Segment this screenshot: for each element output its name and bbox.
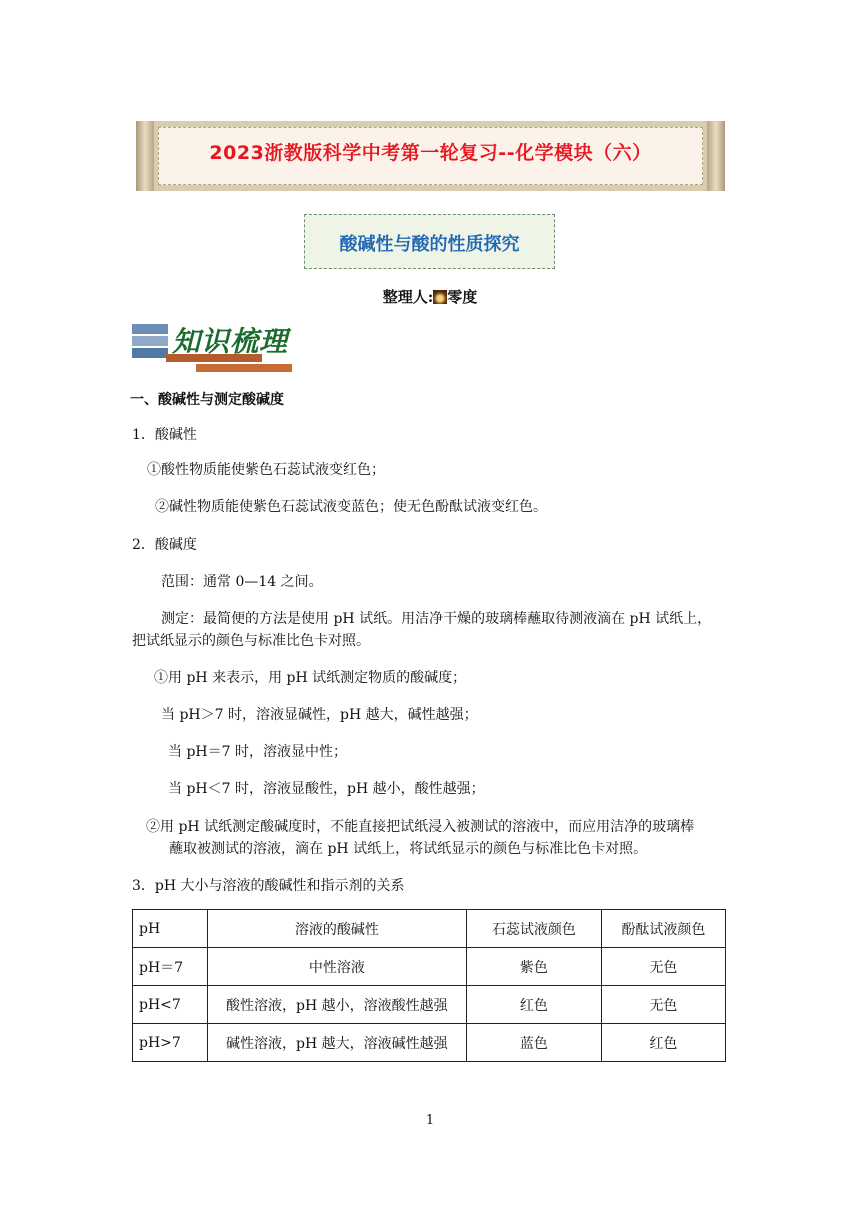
list-item: ②碱性物质能使紫色石蕊试液变蓝色；使无色酚酞试液变红色。 [155, 499, 547, 515]
section-heading: 一、酸碱性与测定酸碱度 [130, 392, 284, 408]
logo-text: 知识梳理 [172, 325, 289, 358]
list-item: ②用 pH 试纸测定酸碱度时，不能直接把试纸浸入被测试的溶液中，而应用洁净的玻璃棒 [146, 819, 695, 835]
table-cell: 无色 [601, 986, 725, 1024]
table-header-cell: 溶液的酸碱性 [207, 910, 466, 948]
table-cell: 蓝色 [466, 1024, 601, 1062]
author-avatar-icon [433, 290, 447, 304]
list-item-cont: 蘸取被测试的溶液，滴在 pH 试纸上，将试纸显示的颜色与标准比色卡对照。 [169, 841, 648, 857]
table-header-cell: pH [133, 910, 208, 948]
table-cell: 紫色 [466, 948, 601, 986]
table-cell: pH＝7 [133, 948, 208, 986]
table-row [133, 1024, 726, 1062]
subsection-title-relation: 3．pH 大小与溶液的酸碱性和指示剂的关系 [132, 878, 405, 894]
page-number: 1 [425, 1113, 435, 1128]
table-cell: pH>7 [133, 1024, 208, 1062]
author-label: 整理人: [382, 288, 434, 306]
subsection-title-ph: 2．酸碱度 [132, 537, 197, 553]
subtitle-box [304, 214, 555, 269]
table-cell: 红色 [601, 1024, 725, 1062]
table-cell: 无色 [601, 948, 725, 986]
knowledge-section-logo [130, 318, 292, 376]
author-name: 零度 [447, 288, 478, 306]
logo-book-icon-3 [132, 348, 168, 358]
author-line [0, 286, 860, 307]
table-header-row [133, 910, 726, 948]
table-header-cell: 酚酞试液颜色 [601, 910, 725, 948]
table-header-cell: 石蕊试液颜色 [466, 910, 601, 948]
table-cell: 红色 [466, 986, 601, 1024]
document-title: 2023浙教版科学中考第一轮复习--化学模块（六） [209, 142, 652, 164]
list-item: 当 pH＝7 时，溶液显中性； [168, 744, 347, 760]
paragraph-measure-cont: 把试纸显示的颜色与标准比色卡对照。 [132, 633, 370, 649]
subsection-title-acidity: 1．酸碱性 [132, 427, 197, 443]
paragraph-range: 范围：通常 0—14 之间。 [161, 574, 323, 590]
paragraph-measure: 测定：最简便的方法是使用 pH 试纸。用洁净干燥的玻璃棒蘸取待测液滴在 pH 试纸上， [161, 611, 712, 627]
logo-book-icon [132, 324, 168, 334]
table-cell: 中性溶液 [207, 948, 466, 986]
list-item: ①用 pH 来表示，用 pH 试纸测定物质的酸碱度； [154, 670, 467, 686]
list-item: 当 pH＜7 时，溶液显酸性，pH 越小，酸性越强； [168, 781, 485, 797]
ph-indicator-table [132, 909, 726, 1062]
list-item: ①酸性物质能使紫色石蕊试液变红色； [147, 462, 385, 478]
list-item: 当 pH＞7 时，溶液显碱性，pH 越大，碱性越强； [161, 707, 478, 723]
document-subtitle: 酸碱性与酸的性质探究 [339, 234, 520, 255]
table-cell: 碱性溶液，pH 越大，溶液碱性越强 [207, 1024, 466, 1062]
table-cell: 酸性溶液，pH 越小，溶液酸性越强 [207, 986, 466, 1024]
table-row [133, 986, 726, 1024]
logo-stripe-2 [196, 364, 292, 372]
table-cell: pH<7 [133, 986, 208, 1024]
title-banner [136, 121, 725, 191]
table-row [133, 948, 726, 986]
logo-book-icon-2 [132, 336, 168, 346]
